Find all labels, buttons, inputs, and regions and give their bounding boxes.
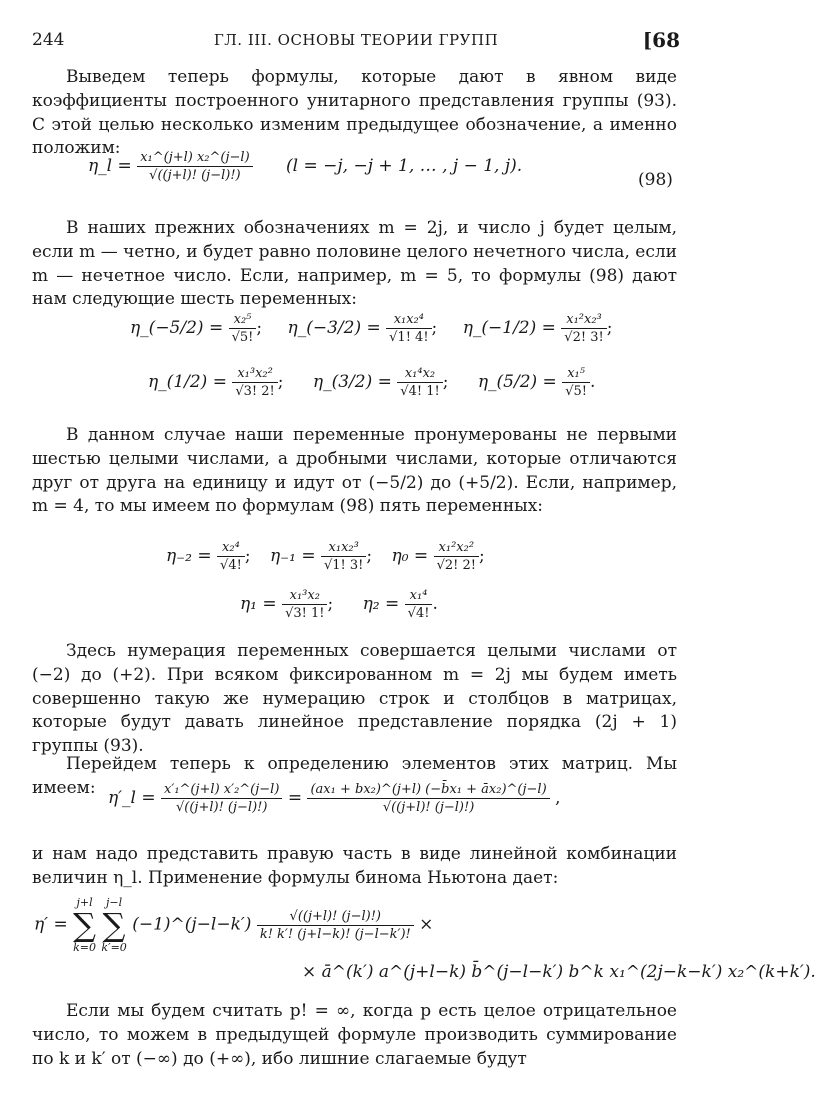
transform-fraction-1: $\frac{\text{x′₁\textasciicircum{}(j+l) x′₂\textasciicircum{}(j−l)}}{√((j+l)! (j-l)!)}$ <box>161 782 282 815</box>
sum-icon: ∑ <box>102 906 126 944</box>
binomial-lhs: η′ = <box>34 914 68 935</box>
equation-98 <box>88 150 522 183</box>
equation-binomial-line2: × ā^(k′) a^(j+l−k) b̄^(j−l−k′) b^k x₁^(2j−k−k′) x₂^(k+k′). <box>302 962 816 982</box>
paragraph-linear-combination: и нам надо представить правую часть в виде линейной комбинации величин η_l. Применение формулы бинома Ньютона дает: <box>32 844 677 888</box>
transform-lhs: η′_l = <box>108 788 156 808</box>
m5-row1 <box>130 312 612 345</box>
m4-eta-4: η₁ = $\frac{\text{x₁³x₂}}{√3! 1!}$ ; <box>240 588 334 621</box>
transform-equals: = <box>287 788 303 808</box>
transform-tail: , <box>555 788 561 808</box>
eq98-numerator: x₁^(j+l) x₂^(j−l) <box>140 150 250 165</box>
running-title: ГЛ. III. ОСНОВЫ ТЕОРИИ ГРУПП <box>213 31 499 49</box>
page-number: 244 <box>32 30 65 50</box>
equation-binomial <box>34 896 433 954</box>
m4-eta-5: η₂ = $\frac{\text{x₁⁴}}{√4!}$ . <box>362 588 438 621</box>
eq98-lhs: η_l = <box>88 156 132 176</box>
m4-eta-3: η₀ = $\frac{\text{x₁²x₂²}}{√2! 2!}$ ; <box>391 540 485 573</box>
paragraph-notation: В наших прежних обозначениях m = 2j, и число j будет целым, если m — четно, и будет равно половине целого нечетного числа, если m — нечетное число. Если, например, m = 5, то формулы (98) дают нам следующие шесть переменных: <box>32 218 677 310</box>
sum-k: j+l ∑ k=0 <box>73 896 96 954</box>
binomial-fraction: $\frac{√((j+l)! (j-l)!)}{k! k'! (j+l-k)! (j-l-k')!}$ <box>257 909 414 942</box>
m5-eta-1: η_(−5/2) = $\frac{\text{x₂⁵}}{√5!}$ ; <box>130 312 263 345</box>
m4-eta-1: η₋₂ = $\frac{\text{x₂⁴}}{√4!}$ ; <box>166 540 251 573</box>
page-header <box>32 30 680 56</box>
binomial-times: × <box>419 914 434 935</box>
m4-row1 <box>166 540 485 573</box>
sum-icon: ∑ <box>73 906 96 944</box>
paragraph-intro: Выведем теперь формулы, которые дают в явном виде коэффициенты построенного унитарного представления группы (93). С этой целью несколько изменим предыдущее обозначение, а именно положим: <box>32 67 677 159</box>
m5-eta-4: η_(1/2) = $\frac{\text{x₁³x₂²}}{√3! 2!}$ ; <box>148 366 284 399</box>
paragraph-fractional-indices: В данном случае наши переменные пронумерованы не первыми шестью целыми числами, а дробными числами, которые отличаются друг от друга на единицу и идут от (−5/2) до (+5/2). Если, например, m = 4, то мы имеем по формулам (98) пять переменных: <box>32 425 677 517</box>
section-number: [68 <box>642 28 680 52</box>
eq98-range: (l = −j, −j + 1, … , j − 1, j). <box>286 156 523 176</box>
paragraph-matrix-elements: Перейдем теперь к определению элементов этих матриц. Мы имеем: <box>32 754 677 798</box>
m5-row2 <box>148 366 595 399</box>
binomial-sign: (−1)^(j−l−k′) <box>132 914 252 935</box>
m4-eta-2: η₋₁ = $\frac{\text{x₁x₂³}}{√1! 3!}$ ; <box>269 540 373 573</box>
m5-eta-6: η_(5/2) = $\frac{\text{x₁⁵}}{√5!}$ . <box>477 366 596 399</box>
m4-row2 <box>240 588 438 621</box>
paragraph-integer-numbering: Здесь нумерация переменных совершается целыми числами от (−2) до (+2). При всяком фиксированном m = 2j мы будем иметь совершенно такую же нумерацию строк и столбцов в матрицах, которые будут давать линейное представление порядка (2j + 1) группы (93). <box>32 641 677 757</box>
eq98-denominator: √((j+l)! (j−l)!) <box>137 166 252 183</box>
eq98-fraction <box>137 150 252 183</box>
equation-label-98: (98) <box>638 170 673 190</box>
transform-fraction-2: $\frac{\text{(ax₁ + bx₂)\textasciicircum{}(j+l) (−b̄x₁ + āx₂)\textasciicircum{}(j−l)}}{√((j+l)! (j-l)!)}$ <box>307 782 549 815</box>
m5-eta-2: η_(−3/2) = $\frac{\text{x₁x₂⁴}}{√1! 4!}$ ; <box>287 312 438 345</box>
m5-eta-3: η_(−1/2) = $\frac{\text{x₁²x₂³}}{√2! 3!}$ ; <box>462 312 613 345</box>
equation-transform <box>108 782 560 815</box>
m5-eta-5: η_(3/2) = $\frac{\text{x₁⁴x₂}}{√4! 1!}$ ; <box>312 366 449 399</box>
sum-k-prime: j−l ∑ k′=0 <box>101 896 127 954</box>
paragraph-summation-range: Если мы будем считать p! = ∞, когда p есть целое отрицательное число, то можем в предыдущей формуле производить суммирование по k и k′ от (−∞) до (+∞), ибо лишние слагаемые будут <box>32 1001 677 1069</box>
